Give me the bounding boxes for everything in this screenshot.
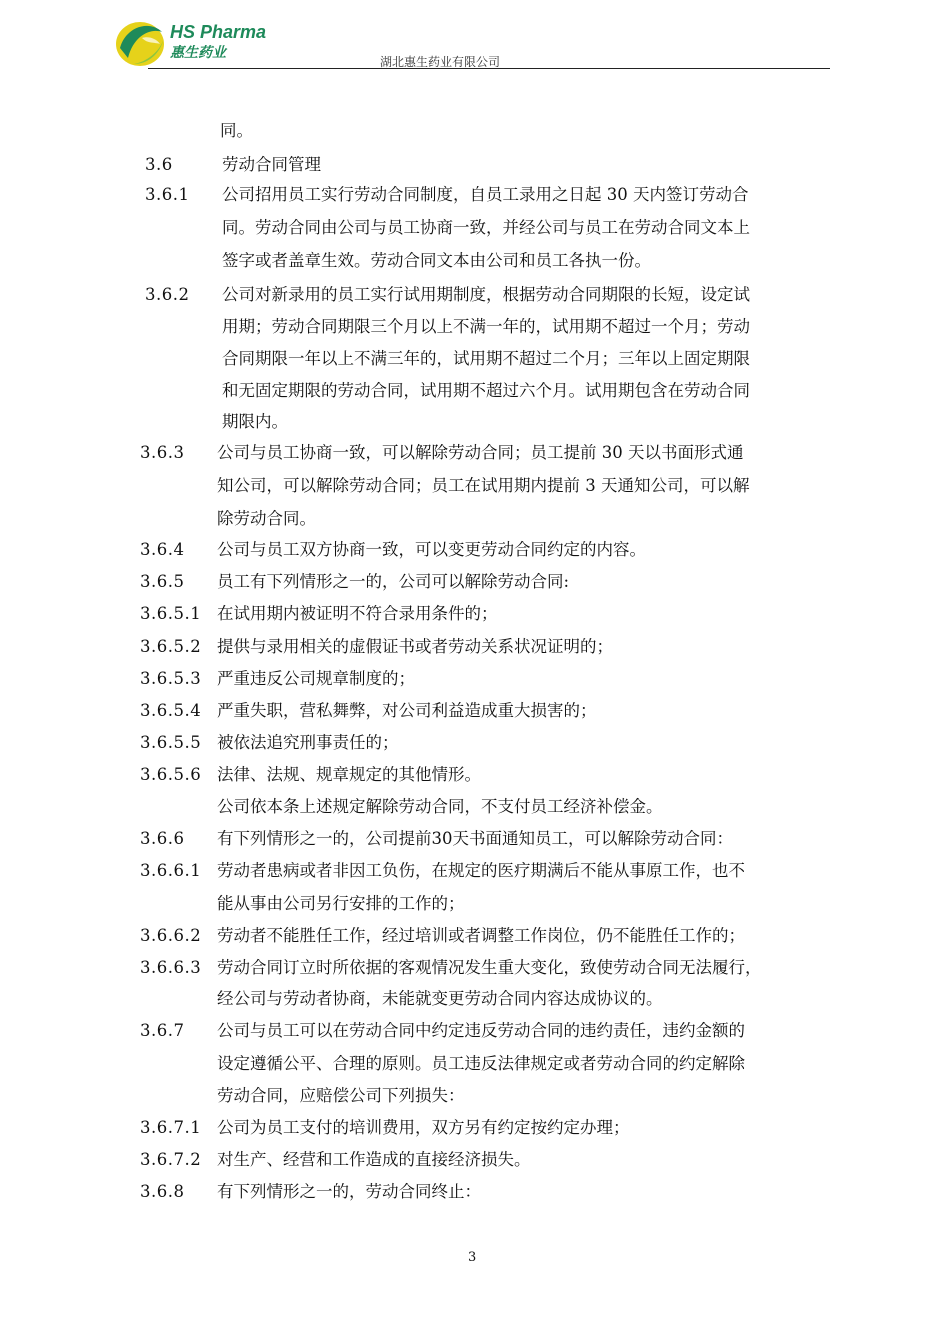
paragraph-line: 设定遵循公平、合理的原则。员工违反法律规定或者劳动合同的约定解除 xyxy=(217,1054,745,1073)
paragraph-line: 公司招用员工实行劳动合同制度，自员工录用之日起 30 天内签订劳动合 xyxy=(222,185,749,204)
clause-number: 3.6.8 xyxy=(140,1182,185,1201)
header-rule xyxy=(148,68,830,69)
page-header xyxy=(0,0,950,72)
clause-number: 3.6.5.3 xyxy=(140,669,202,688)
paragraph-line: 和无固定期限的劳动合同，试用期不超过六个月。试用期包含在劳动合同 xyxy=(222,381,750,400)
paragraph-line: 期限内。 xyxy=(222,412,288,431)
clause-number: 3.6.2 xyxy=(145,285,190,304)
paragraph-line: 公司对新录用的员工实行试用期制度，根据劳动合同期限的长短，设定试 xyxy=(222,285,750,304)
paragraph-line: 签字或者盖章生效。劳动合同文本由公司和员工各执一份。 xyxy=(222,251,651,270)
clause-number: 3.6 xyxy=(145,155,173,174)
paragraph-line: 除劳动合同。 xyxy=(217,509,316,528)
paragraph-line: 用期；劳动合同期限三个月以上不满一年的，试用期不超过一个月；劳动 xyxy=(222,317,750,336)
paragraph-line: 同。 xyxy=(220,121,253,140)
paragraph-line: 劳动合同订立时所依据的客观情况发生重大变化，致使劳动合同无法履行， xyxy=(217,958,762,977)
clause-number: 3.6.1 xyxy=(145,185,190,204)
clause-number: 3.6.4 xyxy=(140,540,185,559)
paragraph-line: 同。劳动合同由公司与员工协商一致，并经公司与员工在劳动合同文本上 xyxy=(222,218,750,237)
clause-number: 3.6.7.1 xyxy=(140,1118,202,1137)
clause-number: 3.6.6 xyxy=(140,829,185,848)
paragraph-line: 被依法追究刑事责任的； xyxy=(217,733,399,752)
clause-number: 3.6.5.5 xyxy=(140,733,202,752)
paragraph-line: 严重失职，营私舞弊，对公司利益造成重大损害的； xyxy=(217,701,597,720)
paragraph-line: 有下列情形之一的，公司提前30天书面通知员工，可以解除劳动合同： xyxy=(217,829,733,848)
paragraph-line: 提供与录用相关的虚假证书或者劳动关系状况证明的； xyxy=(217,637,613,656)
paragraph-line: 劳动合同，应赔偿公司下列损失： xyxy=(217,1086,465,1105)
paragraph-line: 公司为员工支付的培训费用，双方另有约定按约定办理； xyxy=(217,1118,630,1137)
paragraph-line: 经公司与劳动者协商，未能就变更劳动合同内容达成协议的。 xyxy=(217,989,663,1008)
paragraph-line: 能从事由公司另行安排的工作的； xyxy=(217,894,465,913)
clause-number: 3.6.5.4 xyxy=(140,701,202,720)
clause-number: 3.6.7.2 xyxy=(140,1150,202,1169)
clause-number: 3.6.6.2 xyxy=(140,926,202,945)
clause-number: 3.6.5.2 xyxy=(140,637,202,656)
page-number: 3 xyxy=(468,1250,477,1265)
paragraph-line: 合同期限一年以上不满三年的，试用期不超过二个月；三年以上固定期限 xyxy=(222,349,750,368)
paragraph-line: 在试用期内被证明不符合录用条件的； xyxy=(217,604,498,623)
paragraph-line: 对生产、经营和工作造成的直接经济损失。 xyxy=(217,1150,531,1169)
company-logo xyxy=(112,18,282,68)
clause-number: 3.6.7 xyxy=(140,1021,185,1040)
logo-text-cn: 惠生药业 xyxy=(170,45,226,61)
paragraph-line: 员工有下列情形之一的，公司可以解除劳动合同: xyxy=(217,572,570,591)
logo-text-en: HS Pharma xyxy=(170,22,267,42)
paragraph-line: 公司与员工可以在劳动合同中约定违反劳动合同的违约责任，违约金额的 xyxy=(217,1021,745,1040)
paragraph-line: 劳动者患病或者非因工负伤，在规定的医疗期满后不能从事原工作，也不 xyxy=(217,861,745,880)
clause-number: 3.6.6.1 xyxy=(140,861,202,880)
paragraph-line: 有下列情形之一的，劳动合同终止： xyxy=(217,1182,481,1201)
clause-number: 3.6.5.6 xyxy=(140,765,202,784)
paragraph-line: 严重违反公司规章制度的； xyxy=(217,669,415,688)
paragraph-line: 公司依本条上述规定解除劳动合同，不支付员工经济补偿金。 xyxy=(217,797,663,816)
paragraph-line: 公司与员工协商一致，可以解除劳动合同；员工提前 30 天以书面形式通 xyxy=(217,443,744,462)
paragraph-line: 劳动者不能胜任工作，经过培训或者调整工作岗位，仍不能胜任工作的； xyxy=(217,926,745,945)
paragraph-line: 公司与员工双方协商一致，可以变更劳动合同约定的内容。 xyxy=(217,540,646,559)
logo-mark-icon xyxy=(112,18,168,68)
paragraph-line: 劳动合同管理 xyxy=(222,155,321,174)
clause-number: 3.6.5.1 xyxy=(140,604,202,623)
clause-number: 3.6.5 xyxy=(140,572,185,591)
clause-number: 3.6.3 xyxy=(140,443,185,462)
paragraph-line: 法律、法规、规章规定的其他情形。 xyxy=(217,765,481,784)
company-name: 湖北惠生药业有限公司 xyxy=(380,55,501,69)
clause-number: 3.6.6.3 xyxy=(140,958,202,977)
paragraph-line: 知公司，可以解除劳动合同；员工在试用期内提前 3 天通知公司，可以解 xyxy=(217,476,750,495)
